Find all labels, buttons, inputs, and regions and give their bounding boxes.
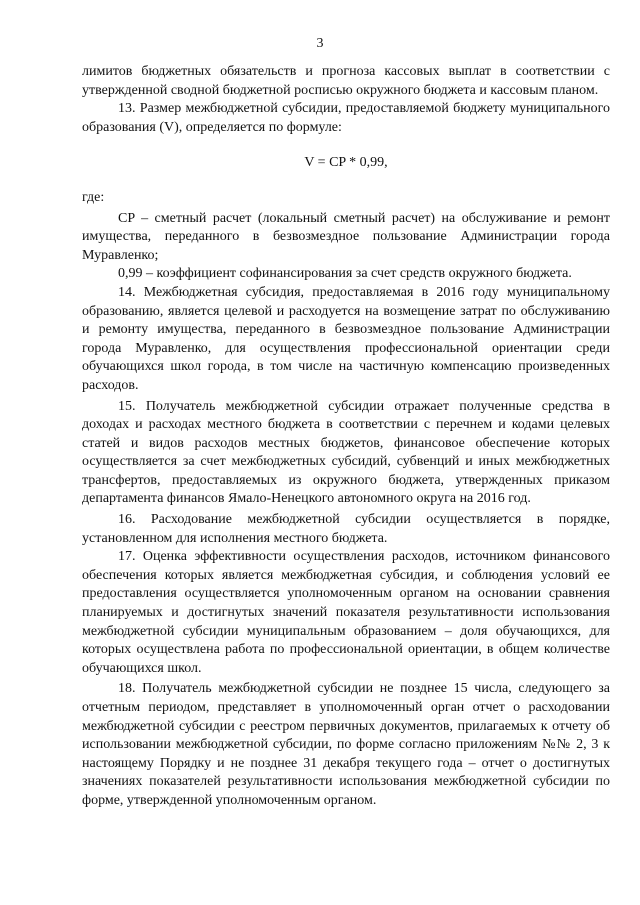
paragraph-17-evaluation: 17. Оценка эффективности осуществления расходов, источником финансового обеспечения которых является межбюджетная субсидия, и соблюдения условий ее предоставления осуществляется уполномоченным органом на основании сравнения планируемых и достигнутых значений показателя результативности использования межбюджетной субсидии муниципальным образованием – доля обучающихся, для которых осуществлена работа по профессиональной ориентации, в общем количестве обучающихся школ. (82, 549, 610, 676)
paragraph-budget-limits: лимитов бюджетных обязательств и прогноза кассовых выплат в соответствии с утвержденной сводной бюджетной росписью окружного бюджета и кассовым планом. (82, 64, 610, 98)
formula-where-label: где: (82, 189, 105, 205)
formula: V = CP * 0,99, (304, 155, 388, 171)
paragraph-16-spending: 16. Расходование межбюджетной субсидии осуществляется в порядке, установленном для исполнения местного бюджета. (82, 512, 610, 546)
paragraph-coefficient-definition: 0,99 – коэффициент софинансирования за счет средств окружного бюджета. (118, 266, 572, 282)
page-number: 3 (316, 36, 324, 51)
paragraph-14-target-use: 14. Межбюджетная субсидия, предоставляемая в 2016 году муниципальному образованию, является целевой и расходуется на возмещение затрат по обслуживанию и ремонту имущества, переданного в безвозмездное пользование Администрации города Муравленко, для осуществления профессиональной ориентации среди обучающихся школ города, в том числе на частичную компенсацию произведенных расходов. (82, 284, 610, 393)
paragraph-15-recording: 15. Получатель межбюджетной субсидии отражает полученные средства в доходах и расходах местного бюджета в соответствии с перечнем и кодами целевых статей и видов расходов местных бюджетов, финансовое обеспечение которых осуществляется за счет межбюджетных субсидий, субвенций и иных межбюджетных трансфертов, предоставляемых из окружного бюджета, утвержденных приказом департамента финансов Ямало-Ненецкого автономного округа на 2016 год. (82, 398, 610, 507)
paragraph-cp-definition: CP – сметный расчет (локальный сметный расчет) на обслуживание и ремонт имущества, переданного в безвозмездное пользование Администрации города Муравленко; (82, 210, 610, 263)
paragraph-13-subsidy-size: 13. Размер межбюджетной субсидии, предоставляемой бюджету муниципального образования (V), определяется по формуле: (82, 101, 610, 135)
paragraph-18-reporting: 18. Получатель межбюджетной субсидии не позднее 15 числа, следующего за отчетным периодом, представляет в уполномоченный орган отчет о расходовании межбюджетной субсидии с реестром первичных документов, прилагаемых к отчету об использовании межбюджетной субсидии, по форме согласно приложениям №№ 2, 3 к настоящему Порядку и не позднее 31 декабря текущего года – отчет о достигнутых значениях показателей результативности использования межбюджетной субсидии по форме, утвержденной уполномоченным органом. (82, 681, 610, 808)
document-body (82, 63, 610, 811)
